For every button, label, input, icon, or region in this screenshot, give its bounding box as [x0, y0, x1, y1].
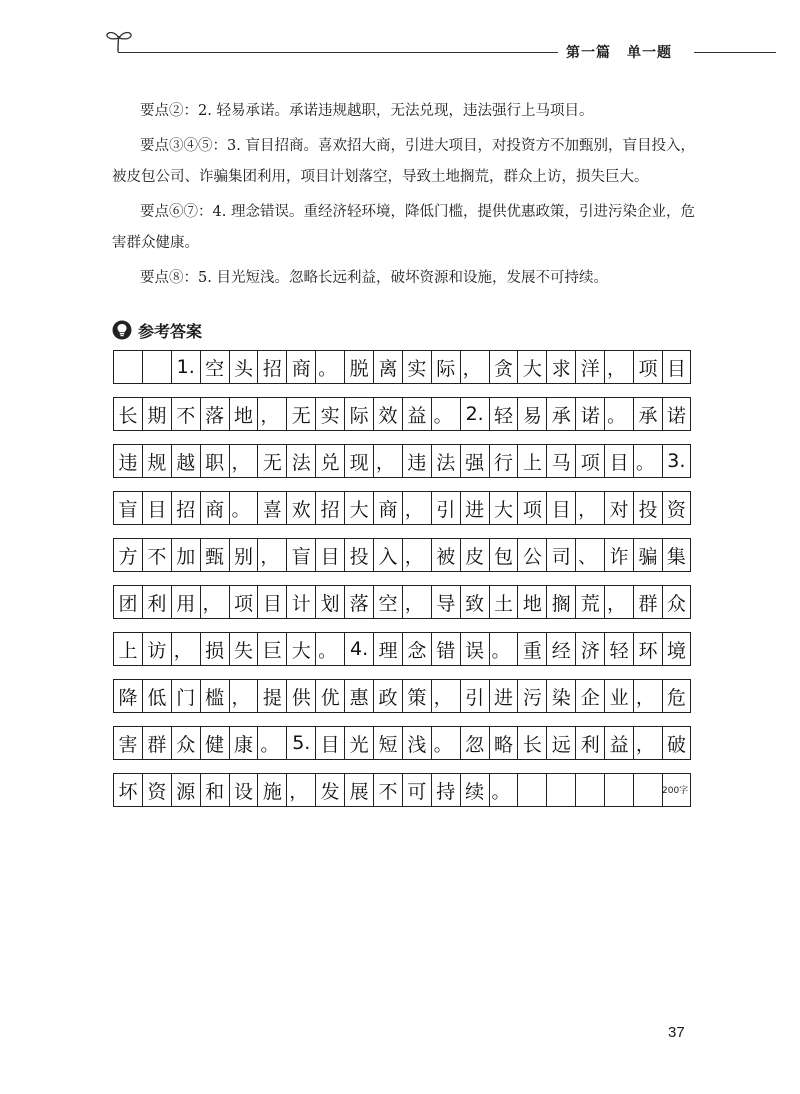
grid-cell: 。	[431, 726, 460, 760]
grid-cell: 法	[431, 444, 460, 478]
grid-cell: 被	[431, 538, 460, 572]
grid-cell: 行	[489, 444, 518, 478]
grid-cell: 引	[460, 679, 489, 713]
grid-cell: 商	[200, 491, 229, 525]
grid-cell: ，	[373, 444, 402, 478]
grid-cell: 设	[229, 773, 258, 807]
grid-cell: 资	[662, 491, 691, 525]
grid-cell: 短	[373, 726, 402, 760]
grid-cell: 落	[200, 397, 229, 431]
grid-cell: ，	[402, 585, 431, 619]
grid-cell: 供	[286, 679, 315, 713]
grid-cell: 健	[200, 726, 229, 760]
grid-cell: 法	[286, 444, 315, 478]
grid-cell: 投	[633, 491, 662, 525]
grid-cell: 落	[344, 585, 373, 619]
point-4: 要点⑥⑦：4. 理念错误。重经济轻环境，降低门槛，提供优惠政策，引进污染企业，危害群众健康。	[112, 204, 695, 251]
grid-cell: 发	[315, 773, 344, 807]
grid-cell: 策	[402, 679, 431, 713]
grid-cell: 光	[344, 726, 373, 760]
grid-cell: 项	[633, 350, 662, 384]
grid-cell: 对	[604, 491, 633, 525]
grid-cell	[604, 773, 633, 807]
grid-cell: 效	[373, 397, 402, 431]
grid-row	[113, 350, 691, 384]
grid-cell: 目	[257, 585, 286, 619]
grid-cell: 土	[489, 585, 518, 619]
grid-cell: 。	[489, 632, 518, 666]
grid-cell: 可	[402, 773, 431, 807]
grid-cell: 环	[633, 632, 662, 666]
grid-cell: 甄	[200, 538, 229, 572]
grid-cell: 大	[286, 632, 315, 666]
grid-cell	[142, 350, 171, 384]
grid-cell: 诈	[604, 538, 633, 572]
grid-cell: ，	[431, 679, 460, 713]
grid-cell: 加	[171, 538, 200, 572]
grid-cell: 招	[257, 350, 286, 384]
grid-cell: 致	[460, 585, 489, 619]
grid-cell: 槛	[200, 679, 229, 713]
grid-cell: 司	[546, 538, 575, 572]
grid-cell: 浅	[402, 726, 431, 760]
point-3: 要点③④⑤：3. 盲目招商。喜欢招大商，引进大项目，对投资方不加甄别，盲目投入，被皮包公司、诈骗集团利用，项目计划落空，导致土地搁荒，群众上访，损失巨大。	[112, 138, 695, 185]
grid-cell: 忽	[460, 726, 489, 760]
grid-cell: 荒	[575, 585, 604, 619]
grid-cell: 承	[633, 397, 662, 431]
grid-cell: 持	[431, 773, 460, 807]
grid-cell: 危	[662, 679, 691, 713]
grid-cell	[575, 773, 604, 807]
answer-heading	[112, 318, 202, 342]
header-title	[566, 42, 672, 62]
grid-cell: 规	[142, 444, 171, 478]
grid-cell: 越	[171, 444, 200, 478]
grid-cell: 损	[200, 632, 229, 666]
grid-cell: 商	[373, 491, 402, 525]
grid-cell: 招	[315, 491, 344, 525]
grid-cell: 无	[286, 397, 315, 431]
grid-cell: 念	[402, 632, 431, 666]
answer-title: 参考答案	[138, 321, 203, 341]
grid-cell: 济	[575, 632, 604, 666]
grid-cell: 轻	[489, 397, 518, 431]
grid-cell: 资	[142, 773, 171, 807]
grid-cell: 引	[431, 491, 460, 525]
grid-cell: 现	[344, 444, 373, 478]
grid-cell: 。	[604, 397, 633, 431]
grid-cell: 划	[315, 585, 344, 619]
answer-grid	[113, 350, 691, 820]
grid-cell: 期	[142, 397, 171, 431]
grid-cell: 长	[517, 726, 546, 760]
grid-cell: 康	[229, 726, 258, 760]
grid-cell: 实	[315, 397, 344, 431]
grid-cell: 5.	[286, 726, 315, 760]
grid-cell: 上	[113, 632, 142, 666]
grid-cell: ，	[604, 350, 633, 384]
grid-cell: 喜	[257, 491, 286, 525]
grid-cell: ，	[229, 679, 258, 713]
grid-cell: 误	[460, 632, 489, 666]
grid-cell: 轻	[604, 632, 633, 666]
grid-cell: 群	[142, 726, 171, 760]
grid-cell: 地	[517, 585, 546, 619]
grid-cell: 大	[489, 491, 518, 525]
grid-cell: 际	[344, 397, 373, 431]
grid-cell: 皮	[460, 538, 489, 572]
grid-cell	[113, 350, 142, 384]
grid-cell: 展	[344, 773, 373, 807]
grid-row	[113, 679, 691, 713]
grid-cell: 别	[229, 538, 258, 572]
grid-row	[113, 585, 691, 619]
grid-cell: 计	[286, 585, 315, 619]
grid-cell: 。	[257, 726, 286, 760]
grid-row	[113, 444, 691, 478]
grid-cell: ，	[286, 773, 315, 807]
grid-cell: 不	[373, 773, 402, 807]
grid-cell: 众	[171, 726, 200, 760]
grid-cell: 害	[113, 726, 142, 760]
grid-cell	[633, 773, 662, 807]
grid-cell: 坏	[113, 773, 142, 807]
grid-cell: 欢	[286, 491, 315, 525]
grid-cell: 利	[142, 585, 171, 619]
grid-cell: 群	[633, 585, 662, 619]
grid-cell: ，	[257, 397, 286, 431]
grid-cell: 进	[460, 491, 489, 525]
word-count: 200字	[662, 786, 689, 796]
grid-cell: 错	[431, 632, 460, 666]
grid-cell: 大	[517, 350, 546, 384]
grid-row	[113, 397, 691, 431]
grid-cell: 贪	[489, 350, 518, 384]
grid-cell: 众	[662, 585, 691, 619]
point-5: 要点⑧：5. 目光短浅。忽略长远利益，破坏资源和设施，发展不可持续。	[140, 270, 608, 286]
grid-cell: 职	[200, 444, 229, 478]
grid-cell: 入	[373, 538, 402, 572]
grid-cell: 违	[113, 444, 142, 478]
grid-cell: 惠	[344, 679, 373, 713]
lightbulb-icon	[112, 320, 132, 340]
grid-cell: 优	[315, 679, 344, 713]
grid-cell: 头	[229, 350, 258, 384]
grid-cell: 违	[402, 444, 431, 478]
grid-row	[113, 491, 691, 525]
grid-cell: 包	[489, 538, 518, 572]
grid-cell: 脱	[344, 350, 373, 384]
grid-cell: 利	[575, 726, 604, 760]
grid-cell: 马	[546, 444, 575, 478]
grid-cell: 团	[113, 585, 142, 619]
grid-cell	[546, 773, 575, 807]
grid-cell: 。	[489, 773, 518, 807]
grid-cell: ，	[171, 632, 200, 666]
grid-cell: ，	[200, 585, 229, 619]
grid-cell: 用	[171, 585, 200, 619]
grid-cell: ，	[460, 350, 489, 384]
grid-cell: 1.	[171, 350, 200, 384]
grid-cell: 。	[431, 397, 460, 431]
grid-cell: ，	[402, 491, 431, 525]
grid-cell: 2.	[460, 397, 489, 431]
grid-cell: ，	[633, 679, 662, 713]
key-points	[112, 96, 702, 294]
grid-row	[113, 538, 691, 572]
grid-cell: 访	[142, 632, 171, 666]
grid-cell: 求	[546, 350, 575, 384]
grid-cell: 项	[229, 585, 258, 619]
grid-cell: 兑	[315, 444, 344, 478]
grid-cell: ，	[575, 491, 604, 525]
grid-cell: 目	[315, 726, 344, 760]
grid-cell: 续	[460, 773, 489, 807]
grid-cell: 不	[142, 538, 171, 572]
header-part: 第一篇	[566, 45, 611, 61]
grid-cell: 门	[171, 679, 200, 713]
grid-cell: 无	[257, 444, 286, 478]
grid-cell: 招	[171, 491, 200, 525]
grid-cell: 空	[200, 350, 229, 384]
page-number: 37	[668, 1024, 685, 1041]
grid-cell: 不	[171, 397, 200, 431]
grid-cell: 大	[344, 491, 373, 525]
grid-cell: 进	[489, 679, 518, 713]
grid-row	[113, 773, 691, 807]
grid-cell: 失	[229, 632, 258, 666]
header-topic: 单一题	[627, 45, 672, 61]
grid-cell: 承	[546, 397, 575, 431]
grid-cell: 施	[257, 773, 286, 807]
grid-cell: 源	[171, 773, 200, 807]
grid-cell: 导	[431, 585, 460, 619]
grid-cell: 境	[662, 632, 691, 666]
grid-cell: 公	[517, 538, 546, 572]
grid-cell: 目	[315, 538, 344, 572]
grid-cell: ，	[402, 538, 431, 572]
grid-cell: 目	[604, 444, 633, 478]
grid-row	[113, 726, 691, 760]
grid-cell	[517, 773, 546, 807]
grid-cell: 目	[662, 350, 691, 384]
grid-cell: 。	[229, 491, 258, 525]
grid-cell: 投	[344, 538, 373, 572]
grid-cell: 。	[315, 632, 344, 666]
grid-cell: 和	[200, 773, 229, 807]
grid-cell: 长	[113, 397, 142, 431]
grid-cell: 污	[517, 679, 546, 713]
grid-cell: 集	[662, 538, 691, 572]
grid-cell: 破	[662, 726, 691, 760]
grid-cell: 盲	[113, 491, 142, 525]
grid-cell: 远	[546, 726, 575, 760]
grid-cell: 搁	[546, 585, 575, 619]
page-header	[0, 0, 800, 70]
grid-cell: 企	[575, 679, 604, 713]
grid-cell: 强	[460, 444, 489, 478]
grid-cell: 方	[113, 538, 142, 572]
grid-cell: 经	[546, 632, 575, 666]
point-2: 要点②：2. 轻易承诺。承诺违规越职，无法兑现，违法强行上马项目。	[140, 103, 594, 119]
grid-cell: 商	[286, 350, 315, 384]
grid-cell: 。	[315, 350, 344, 384]
grid-cell: 、	[575, 538, 604, 572]
grid-cell: ，	[257, 538, 286, 572]
header-rule-right	[694, 52, 776, 53]
grid-cell: 洋	[575, 350, 604, 384]
grid-cell: 重	[517, 632, 546, 666]
header-rule-left	[118, 52, 558, 53]
grid-row	[113, 632, 691, 666]
grid-cell: 骗	[633, 538, 662, 572]
grid-cell: 地	[229, 397, 258, 431]
grid-cell: 4.	[344, 632, 373, 666]
grid-cell: 提	[257, 679, 286, 713]
grid-cell: 益	[604, 726, 633, 760]
grid-cell: 上	[517, 444, 546, 478]
grid-cell: ，	[633, 726, 662, 760]
grid-cell: 盲	[286, 538, 315, 572]
grid-cell: 诺	[662, 397, 691, 431]
grid-cell: 际	[431, 350, 460, 384]
grid-cell: ，	[604, 585, 633, 619]
grid-cell: 降	[113, 679, 142, 713]
grid-cell: 目	[142, 491, 171, 525]
grid-cell: 益	[402, 397, 431, 431]
grid-cell: 诺	[575, 397, 604, 431]
grid-cell: 政	[373, 679, 402, 713]
grid-cell: 离	[373, 350, 402, 384]
grid-cell: 业	[604, 679, 633, 713]
grid-cell: 略	[489, 726, 518, 760]
grid-cell: 。	[633, 444, 662, 478]
grid-cell: 易	[517, 397, 546, 431]
grid-cell: 项	[575, 444, 604, 478]
grid-cell: 项	[517, 491, 546, 525]
grid-cell: 空	[373, 585, 402, 619]
grid-cell: 低	[142, 679, 171, 713]
grid-cell: 实	[402, 350, 431, 384]
grid-cell: 3.	[662, 444, 691, 478]
grid-cell: 染	[546, 679, 575, 713]
grid-cell: ，	[229, 444, 258, 478]
grid-cell: 目	[546, 491, 575, 525]
grid-cell: 巨	[257, 632, 286, 666]
grid-cell: 理	[373, 632, 402, 666]
